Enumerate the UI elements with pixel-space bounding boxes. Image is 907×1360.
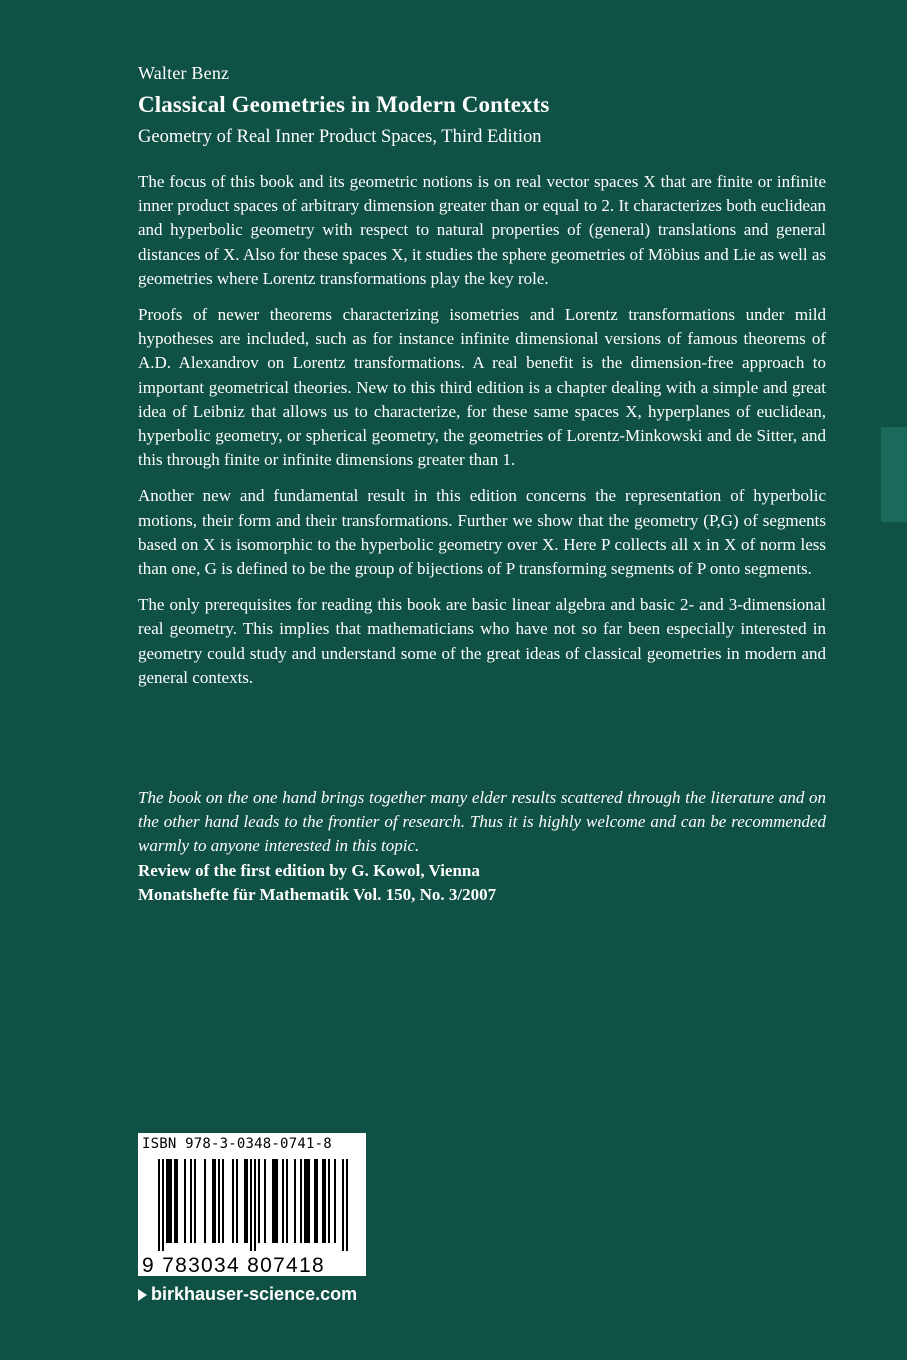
barcode-bar: [316, 1159, 318, 1243]
barcode-bar: [190, 1159, 192, 1243]
barcode-bar: [232, 1159, 234, 1243]
barcode-bar: [176, 1159, 178, 1243]
isbn-barcode: [138, 1133, 366, 1276]
barcode-bar: [286, 1159, 288, 1243]
barcode-bar: [166, 1159, 168, 1243]
barcode-bar: [342, 1159, 344, 1251]
barcode-bar: [194, 1159, 196, 1243]
barcode-bar: [158, 1159, 160, 1251]
review-block: [138, 786, 826, 907]
barcode-bar: [264, 1159, 266, 1243]
barcode-bar: [304, 1159, 306, 1243]
barcode-bars: [138, 1157, 366, 1257]
author-name: Walter Benz: [138, 63, 230, 83]
barcode-bar: [346, 1159, 348, 1251]
barcode-bar: [294, 1159, 296, 1243]
triangle-right-icon: [138, 1289, 147, 1301]
description-paragraph: Another new and fundamental result in this edition concerns the representation of hyperbolic motions, their form and their transformations. Further we show that the geometry (P,G) of segments based on X is isomorphic to the hyperbolic geometry over X. Here P collects all x in X of norm less than one, G is defined to be the group of bijections of P transforming segments of P onto segments.: [138, 486, 826, 579]
barcode-bar: [308, 1159, 310, 1243]
spine-color-mark: [881, 427, 907, 522]
barcode-bar: [204, 1159, 206, 1243]
barcode-bar: [218, 1159, 220, 1243]
barcode-bar: [170, 1159, 172, 1243]
barcode-bar: [184, 1159, 186, 1243]
barcode-bar: [322, 1159, 324, 1243]
barcode-bar: [328, 1159, 330, 1243]
barcode-bar: [314, 1159, 316, 1243]
barcode-bar: [334, 1159, 336, 1243]
barcode-bar: [306, 1159, 308, 1243]
ean-digits: 9 783034 807418: [142, 1254, 325, 1277]
review-quote: The book on the one hand brings together many elder results scattered through the literature and on the other hand leads to the frontier of research. Thus it is highly welcome and can be recommended warmly to anyone interested in this topic.: [138, 788, 826, 856]
barcode-bar: [222, 1159, 224, 1243]
description-paragraph: The only prerequisites for reading this book are basic linear algebra and basic 2- and 3-dimensional real geometry. This implies that mathematicians who have not so far been especially interested in geometry could study and understand some of the great ideas of classical geometries in modern and general contexts.: [138, 595, 826, 687]
barcode-bar: [236, 1159, 238, 1243]
description-paragraph: The focus of this book and its geometric notions is on real vector spaces X that are finite or infinite inner product spaces of arbitrary dimension greater than or equal to 2. It characterizes both euclidean and hyperbolic geometry with respect to natural properties of (general) translations and general distances of X. Also for these spaces X, it studies the sphere geometries of Möbius and Lie as well as geometries where Lorentz transformations play the key role.: [138, 172, 826, 288]
barcode-bar: [162, 1159, 164, 1251]
barcode-bar: [300, 1159, 302, 1243]
barcode-bar: [324, 1159, 326, 1243]
description-paragraph: Proofs of newer theorems characterizing isometries and Lorentz transformations under mild hypotheses are included, such as for instance infinite dimensional versions of famous theorems of A.D. Alexandrov on Lorentz transformations. A real benefit is the dimension-free approach to important geometrical theories. New to this third edition is a chapter dealing with a simple and great idea of Leibniz that allows us to characterize, for these same spaces X, hyperplanes of euclidean, hyperbolic geometry, or spherical geometry, the geometries of Lorentz-Minkowski and de Sitter, and this through finite or infinite dimensions greater than 1.: [138, 305, 826, 470]
review-journal: Monatshefte für Mathematik Vol. 150, No. 3/2007: [138, 884, 497, 904]
barcode-bar: [254, 1159, 256, 1251]
barcode-bar: [174, 1159, 176, 1243]
barcode-bar: [244, 1159, 246, 1243]
description: [138, 170, 826, 702]
barcode-bar: [276, 1159, 278, 1243]
publisher-website[interactable]: [138, 1284, 357, 1305]
barcode-bar: [282, 1159, 284, 1243]
barcode-bar: [258, 1159, 260, 1243]
review-source: Review of the first edition by G. Kowol, Vienna: [138, 860, 480, 880]
barcode-bar: [272, 1159, 274, 1243]
website-text: birkhauser-science.com: [151, 1284, 358, 1304]
book-title: Classical Geometries in Modern Contexts: [138, 92, 550, 117]
barcode-bar: [246, 1159, 248, 1243]
book-subtitle: Geometry of Real Inner Product Spaces, Third Edition: [138, 127, 542, 147]
barcode-bar: [214, 1159, 216, 1243]
barcode-bar: [212, 1159, 214, 1243]
barcode-bar: [168, 1159, 170, 1243]
isbn-label: ISBN 978-3-0348-0741-8: [142, 1136, 332, 1152]
barcode-bar: [274, 1159, 276, 1243]
barcode-bar: [250, 1159, 252, 1251]
